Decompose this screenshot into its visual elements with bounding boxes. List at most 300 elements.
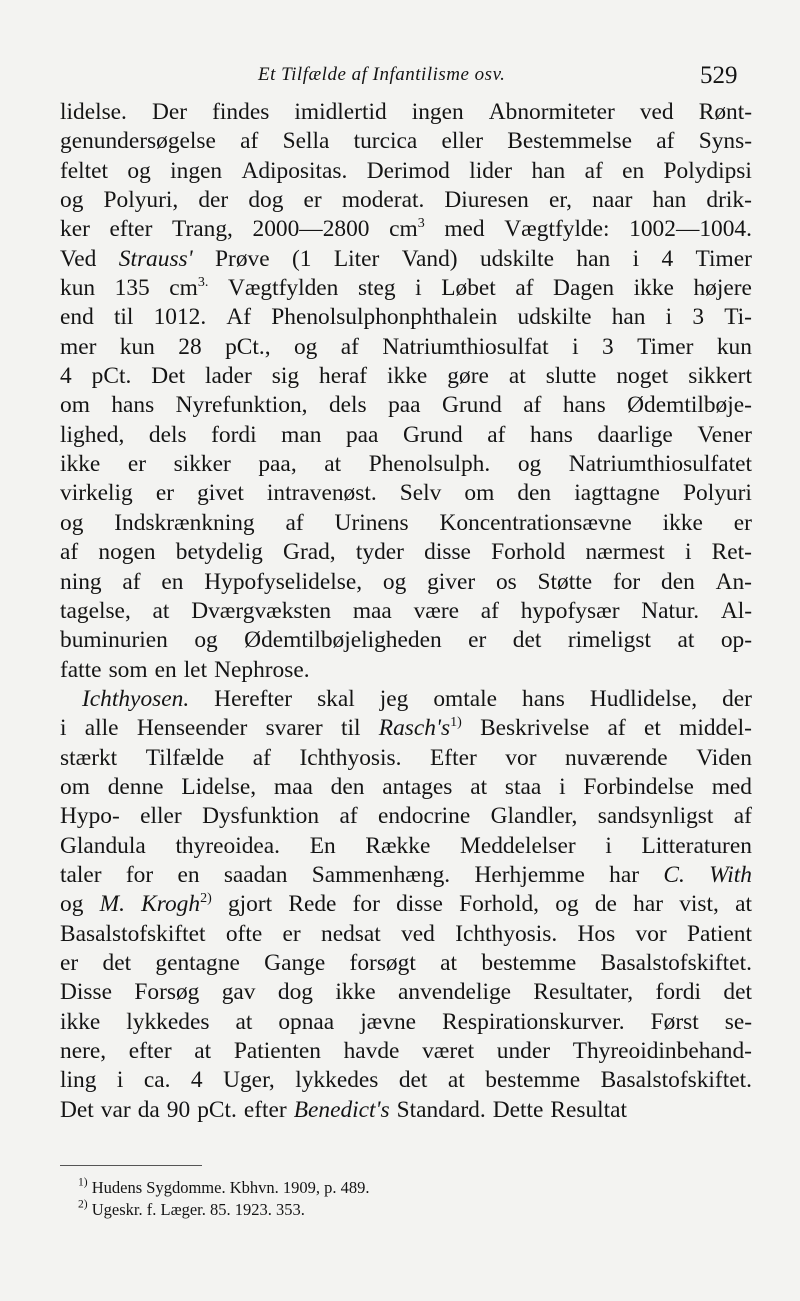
word: ikke: [335, 979, 376, 1006]
word: ikke: [662, 509, 703, 536]
word-group: [281, 421, 321, 450]
word-group: [496, 568, 517, 597]
word: eller: [441, 128, 484, 155]
word: hans: [111, 392, 155, 419]
word: paa,: [258, 451, 297, 478]
word-group: [601, 1066, 752, 1095]
superscript: 3.: [197, 273, 209, 290]
word-group: [60, 215, 90, 244]
word-group: [104, 186, 179, 215]
word: Grad,: [283, 539, 336, 566]
word-group: [212, 98, 269, 127]
word: at: [447, 1067, 465, 1094]
word-group: [140, 802, 182, 831]
word-group: [497, 1037, 550, 1066]
word-group: [640, 98, 674, 127]
word-group: [350, 949, 416, 978]
word: feltet: [60, 157, 109, 184]
word-group: [688, 362, 752, 391]
word-group: [613, 568, 640, 597]
word: i: [605, 832, 612, 859]
word-group: [304, 186, 322, 215]
word: Støtte: [537, 568, 593, 595]
word: omtale: [433, 685, 497, 712]
text-line: [60, 685, 752, 714]
word-group: [60, 920, 206, 949]
word-group: [399, 1066, 428, 1095]
word-group: [353, 890, 380, 919]
word: Koncentrationsævne: [439, 509, 632, 536]
word: Forhold: [491, 539, 566, 566]
word-group: [563, 391, 606, 420]
word-group: [267, 479, 377, 508]
word-group: [469, 157, 512, 186]
word: og: [60, 509, 84, 536]
word-group: [735, 890, 752, 919]
word: en: [622, 157, 645, 184]
word: fordi: [655, 979, 701, 1006]
word: Polydipsi: [663, 157, 752, 184]
text-line: [60, 1066, 752, 1095]
word: Phenolsulphonphthalein: [271, 304, 498, 331]
word: Ved: [60, 245, 97, 272]
word-group: [415, 274, 422, 303]
text-line: [60, 890, 752, 919]
word-group: [167, 1096, 190, 1125]
word: en: [161, 568, 184, 595]
word: tagelse,: [60, 597, 131, 624]
word-group: [360, 1008, 416, 1037]
word: bestemme: [485, 1067, 581, 1094]
word: Urinens: [334, 509, 409, 536]
word: En: [309, 832, 336, 859]
word-group: [274, 773, 313, 802]
word-group: [117, 1066, 124, 1095]
word-group: [240, 127, 258, 156]
superscript: 3: [417, 215, 425, 232]
word: Vand): [401, 245, 458, 272]
word-group: [444, 186, 528, 215]
word: 1012.: [153, 304, 207, 331]
word-group: [294, 1096, 390, 1125]
word: 3: [601, 333, 614, 360]
word: Selv: [399, 480, 442, 507]
word-group: [663, 509, 703, 538]
word: man: [281, 421, 322, 448]
word-group: [734, 509, 752, 538]
word: hans: [522, 685, 565, 712]
text-line: [60, 1008, 752, 1037]
word: og: [517, 451, 542, 478]
text-line: [60, 186, 752, 215]
word-group: [342, 186, 424, 215]
word: dog: [248, 187, 284, 214]
word: Adipositas.: [241, 157, 348, 184]
footnote-text: Hudens Sygdomme. Kbhvn. 1909, p. 489.: [91, 1178, 370, 1197]
word-group: [459, 890, 539, 919]
word: sikkert: [688, 363, 752, 390]
word: intravenøst.: [266, 480, 377, 507]
text-line: [60, 714, 752, 743]
word-group: [387, 362, 427, 391]
word: bestemme: [481, 949, 577, 976]
word-group: [194, 1037, 211, 1066]
word: kun: [716, 333, 752, 360]
word: lighed,: [60, 421, 125, 448]
word: ling: [60, 1067, 97, 1094]
word-group: [114, 303, 134, 332]
word: Indskrænkning: [114, 509, 255, 536]
word-group: [155, 656, 177, 685]
word-group: [178, 333, 201, 362]
word: Respirationskurver.: [442, 1008, 625, 1035]
word-group: [440, 949, 457, 978]
word: 2000—2800: [252, 216, 370, 243]
word: om: [60, 773, 90, 800]
word-group: [197, 479, 244, 508]
word-group: [109, 656, 148, 685]
superscript: 2): [200, 890, 212, 907]
word: op-: [720, 627, 752, 654]
word-group: [211, 421, 256, 450]
word-group: [253, 215, 370, 244]
word: Timer: [695, 245, 752, 272]
word-group: [485, 1066, 580, 1095]
word: sig: [271, 363, 300, 390]
word: og: [555, 891, 579, 918]
word: der: [722, 685, 752, 712]
word-group: [402, 245, 458, 274]
word-group: [312, 861, 450, 890]
word: i: [684, 539, 692, 566]
word: nuværende: [565, 744, 668, 771]
word-group: [400, 479, 442, 508]
word: Standard.: [396, 1096, 486, 1123]
word-group: [222, 978, 256, 1007]
word: er: [303, 187, 322, 214]
word: paa: [345, 421, 379, 448]
word: saadan: [223, 861, 288, 888]
word: dog: [277, 979, 313, 1006]
word: denne: [107, 773, 164, 800]
word-group: [533, 978, 633, 1007]
word-group: [679, 714, 752, 743]
word-group: [60, 802, 120, 831]
word: Derimod: [366, 157, 450, 184]
word: den: [330, 773, 365, 800]
word: pCt.: [197, 1096, 237, 1123]
word-group: [398, 978, 511, 1007]
word-group: [60, 98, 127, 127]
text-line: [60, 802, 752, 831]
word: disse: [396, 891, 443, 918]
word-group: [724, 303, 752, 332]
word-group: [278, 978, 313, 1007]
word-group: [253, 744, 271, 773]
word: Basalstofskiftet.: [600, 949, 752, 976]
word-group: [283, 127, 330, 156]
word: Ødemtilbøjeligheden: [244, 627, 442, 654]
word-group: [661, 245, 673, 274]
word: være: [413, 597, 460, 624]
word-group: [341, 333, 359, 362]
word-group: [553, 274, 614, 303]
word-group: [137, 714, 247, 743]
word: Rønt-: [698, 99, 752, 125]
page-header: [0, 62, 800, 92]
word-group: [283, 920, 301, 949]
word: er: [127, 451, 147, 478]
word: Af: [226, 304, 252, 331]
footnote-marker: 1): [78, 1176, 88, 1189]
word: Det: [60, 1096, 94, 1123]
word: svarer: [265, 715, 323, 742]
word-group: [141, 890, 212, 919]
word-group: [693, 274, 751, 303]
word-group: [177, 861, 199, 890]
word-group: [60, 773, 90, 802]
word: forsøgt: [349, 949, 416, 976]
word: lykkedes: [295, 1067, 379, 1094]
word: Grund: [402, 421, 463, 448]
word-group: [119, 245, 193, 274]
word-group: [712, 773, 752, 802]
word: end: [60, 304, 94, 331]
word: i: [559, 773, 566, 800]
word: daarlige: [597, 421, 673, 448]
word-group: [597, 421, 672, 450]
word-group: [60, 479, 133, 508]
word-group: [346, 421, 378, 450]
word-group: [734, 802, 752, 831]
word-group: [622, 157, 644, 186]
word: steg: [357, 275, 396, 302]
word: været: [422, 1038, 475, 1064]
word-group: [633, 890, 663, 919]
word: gav: [221, 979, 256, 1006]
word-group: [170, 157, 222, 186]
word-group: [430, 744, 477, 773]
word-group: [396, 890, 443, 919]
word-group: [138, 1096, 160, 1125]
word: Thyreoidinbehand-: [572, 1038, 752, 1064]
word: Diuresen: [444, 187, 529, 214]
word: havde: [343, 1038, 400, 1064]
word-group: [101, 1096, 131, 1125]
word-group: [144, 1066, 171, 1095]
word-group: [126, 1008, 209, 1037]
word: Beskrivelse: [480, 715, 590, 742]
word-group: [636, 920, 667, 949]
word-group: [505, 773, 541, 802]
word: Dværgvæksten: [191, 597, 332, 624]
word-group: [149, 421, 187, 450]
word-group: [441, 127, 483, 156]
text-line: [60, 450, 752, 479]
word: i: [632, 245, 640, 272]
word-group: [191, 597, 331, 626]
word-group: [651, 1008, 699, 1037]
word-group: [590, 685, 697, 714]
word-group: [679, 890, 719, 919]
word: 4: [60, 363, 72, 390]
word: han: [531, 157, 566, 184]
word-group: [60, 949, 78, 978]
text-line: [60, 333, 752, 362]
word-group: [585, 157, 603, 186]
word: ker: [60, 216, 90, 243]
word: Række: [365, 832, 431, 859]
word: 135: [114, 275, 150, 302]
text-line: [60, 157, 752, 186]
word: Basalstofskiftet: [60, 920, 206, 947]
word: gjort: [227, 891, 273, 918]
word: Natur.: [641, 597, 700, 624]
word-group: [248, 186, 283, 215]
word-group: [627, 391, 752, 420]
word: ca.: [143, 1067, 171, 1094]
word: Der: [151, 99, 188, 125]
word-group: [214, 656, 309, 685]
word-group: [474, 861, 584, 890]
word-group: [595, 890, 617, 919]
word-group: [602, 333, 614, 362]
word: hypofysær: [520, 597, 620, 624]
word-group: [98, 538, 155, 567]
word: udskilte: [479, 245, 555, 272]
word: et: [643, 715, 661, 742]
word-group: [120, 333, 155, 362]
word: ikke: [633, 275, 674, 302]
footnote-separator: [60, 1165, 202, 1166]
text-line: [60, 479, 752, 508]
word: at: [677, 627, 695, 654]
word: fatte: [60, 656, 102, 683]
word-group: [608, 714, 626, 743]
word-group: [128, 450, 146, 479]
word-group: [696, 245, 752, 274]
word-group: [491, 538, 565, 567]
word: og: [60, 187, 84, 214]
word-group: [60, 1037, 106, 1066]
word-group: [489, 98, 615, 127]
word-group: [356, 538, 404, 567]
word-group: [329, 391, 367, 420]
word: at: [152, 597, 170, 624]
word-group: [234, 1037, 321, 1066]
word-group: [60, 1096, 94, 1125]
word: lader: [205, 363, 252, 390]
word-group: [334, 245, 379, 274]
word: antages: [382, 773, 453, 800]
text-line: [60, 920, 752, 949]
word: hans: [530, 421, 573, 448]
word: opnaa: [278, 1008, 335, 1035]
word: Liter: [333, 245, 380, 272]
text-line: [60, 1096, 752, 1125]
word: disse: [424, 539, 471, 566]
word-group: [60, 509, 83, 538]
word-group: [264, 949, 325, 978]
word: C.: [663, 861, 685, 888]
body-text: [60, 98, 752, 1125]
word-group: [153, 597, 170, 626]
word: taler: [60, 861, 102, 888]
word: til: [341, 715, 361, 742]
word: let: [183, 656, 208, 683]
word: Natriumthiosulfat: [382, 333, 549, 360]
word-group: [317, 685, 355, 714]
text-line: [60, 127, 752, 156]
word-group: [629, 215, 752, 244]
word-group: [574, 479, 660, 508]
word: nere,: [60, 1038, 107, 1064]
word-group: [60, 362, 72, 391]
word: Dysfunktion: [202, 803, 320, 830]
word: Forbindelse: [583, 773, 694, 800]
word-group: [103, 949, 132, 978]
word: Basalstofskiftet.: [600, 1067, 752, 1094]
word: at: [235, 1008, 253, 1035]
word: (1: [292, 245, 312, 272]
word: Ti-: [724, 304, 752, 331]
word-group: [530, 421, 573, 450]
word: 90: [166, 1096, 191, 1123]
word: se-: [724, 1008, 752, 1035]
word: den: [517, 480, 552, 507]
word-group: [127, 157, 150, 186]
word: endocrine: [377, 803, 471, 830]
word: højere: [693, 275, 752, 302]
word: imidlertid: [294, 99, 387, 125]
word: buminurien: [60, 627, 168, 654]
word-group: [60, 303, 94, 332]
word-group: [241, 157, 347, 186]
word-group: [414, 597, 459, 626]
word-group: [470, 773, 487, 802]
word: lykkedes: [126, 1008, 210, 1035]
word-group: [299, 744, 401, 773]
word: Meddelelser: [460, 832, 576, 859]
text-line: [60, 597, 752, 626]
word: er: [733, 509, 752, 536]
word: jeg: [379, 685, 409, 712]
word-group: [412, 98, 464, 127]
word: Glandula: [60, 832, 146, 859]
word: i: [572, 333, 579, 360]
text-line: [60, 1037, 752, 1066]
word-group: [339, 802, 357, 831]
word: ikke: [60, 1008, 101, 1035]
word: af: [515, 275, 534, 302]
word-group: [531, 157, 565, 186]
text-line: [60, 509, 752, 538]
word: Polyuri: [683, 480, 752, 507]
word-group: [152, 98, 187, 127]
word: om: [60, 392, 90, 419]
word-group: [176, 538, 263, 567]
word: Efter: [430, 744, 477, 771]
text-line: [60, 274, 752, 303]
word: ingen: [411, 99, 464, 125]
word: Glandler,: [490, 803, 578, 830]
word-group: [442, 1008, 625, 1037]
word: Patienten: [233, 1038, 321, 1064]
word-group: [666, 303, 673, 332]
word: har: [609, 861, 640, 888]
word-group: [155, 949, 239, 978]
word: Først: [650, 1008, 699, 1035]
